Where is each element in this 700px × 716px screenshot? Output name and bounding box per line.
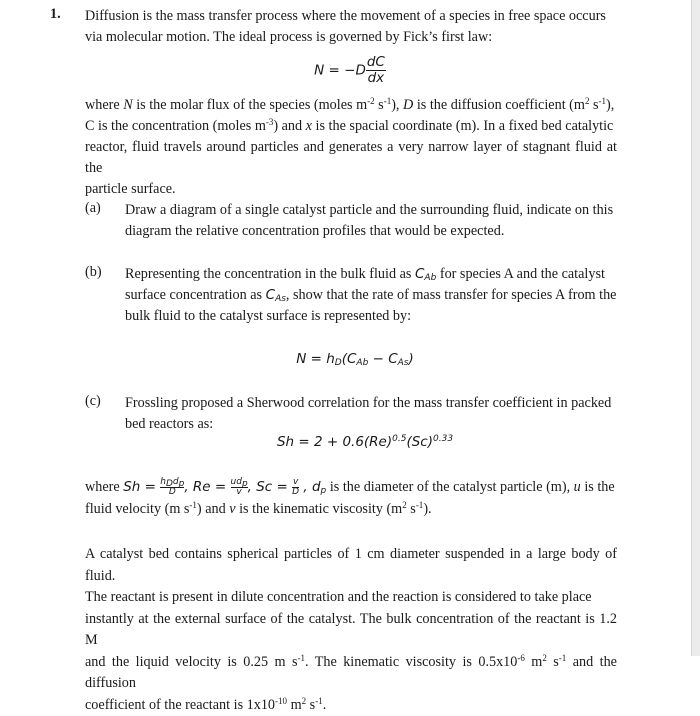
def-x: x [306,118,312,134]
def-text: is the spacial coordinate (m). In a fixed bed catalytic [316,118,614,134]
text-span: m [525,654,542,670]
comma: , [303,479,307,495]
part-b-text-span: , show that the rate of mass transfer for species A from the [286,287,617,303]
frac-sub: D [166,479,173,489]
sup: -1 [189,500,197,510]
text-span: s [407,501,416,517]
def-text: ), [606,97,614,113]
def-N: N [123,97,132,113]
v-symbol: v [229,501,235,517]
text-span: m [287,697,302,713]
scenario-line-4 [85,652,617,695]
part-c-line-1: Frossling proposed a Sherwood correlation for the mass transfer coefficient in packed [125,393,617,414]
eq-part: (C [342,351,357,367]
def-text: s [375,97,384,113]
dimensionless-line-2 [85,498,617,520]
intro-line-2: via molecular motion. The ideal process is governed by Fick’s first law: [85,27,617,48]
re-fraction [231,478,248,497]
part-b-label: (b) [85,264,102,281]
fick-law-equation [300,55,400,86]
fick-lhs: N = −D [314,63,366,79]
def-text: ), [391,97,399,113]
text-span: s [306,697,315,713]
scenario-line-2: The reactant is present in dilute concentration and the reaction is considered to take place [85,587,617,609]
part-a-label: (a) [85,200,101,217]
text-span: is the [584,479,614,495]
def-text: s [589,97,598,113]
frac-sub: p [242,479,248,489]
re-denominator: v [231,488,248,497]
part-a-text [125,200,617,242]
c-symbol: C [415,266,424,282]
mass-transfer-equation [270,351,440,367]
sh-definition [123,479,326,495]
fick-fraction [366,55,386,86]
sh-lhs: Sh = [123,479,156,495]
part-b-text-span: for species A and the catalyst [440,266,605,282]
def-sup: -1 [384,96,392,106]
intro-paragraph [85,6,617,48]
sh-fraction [160,478,184,497]
frac-sub: p [179,479,185,489]
dimensionless-definitions [85,476,617,520]
text-span: fluid velocity (m s [85,501,189,517]
sc-denominator: D [292,488,299,497]
part-b-line-2 [125,285,617,306]
dp-description: is the diameter of the catalyst particle (m), [330,479,570,495]
scenario-line-5 [85,695,617,716]
text-span: is the kinematic viscosity (m [239,501,402,517]
definitions-line-1 [85,95,617,116]
sup: 2 [302,696,307,706]
sup: -1 [315,696,323,706]
sh-denominator: D [160,488,184,497]
eq-sub: As [398,358,409,368]
c-ab-subscript: Ab [424,273,436,283]
def-text: C is the concentration (moles m [85,118,266,134]
text-span: coefficient of the reactant is 1x10 [85,697,275,713]
sup: 2 [402,500,407,510]
part-a-line-1: Draw a diagram of a single catalyst particle and the surrounding fluid, indicate on this [125,200,617,221]
eq-part: − C [368,351,397,367]
part-b-line-3: bulk fluid to the catalyst surface is represented by: [125,306,617,327]
part-b-text-span: surface concentration as [125,287,262,303]
intro-line-1: Diffusion is the mass transfer process where the movement of a species in free space occurs [85,6,617,27]
sc-numerator: v [292,478,299,488]
sup: -10 [275,696,287,706]
definitions-line-4: particle surface. [85,179,617,200]
sup: -1 [559,653,567,663]
definitions-paragraph [85,95,617,200]
scenario-line-1: A catalyst bed contains spherical particles of 1 cm diameter suspended in a large body of fluid. [85,544,617,587]
part-c-line-2: bed reactors as: [125,414,617,435]
eq-part: Sh = 2 + 0.6(Re) [277,434,392,450]
c-ab-symbol [415,266,436,282]
frac-part: ud [231,477,242,487]
part-c-text [125,393,617,435]
scenario-line-3: instantly at the external surface of the catalyst. The bulk concentration of the reactant is 1.2 M [85,609,617,652]
def-sup: 2 [585,96,590,106]
sup: 2 [542,653,547,663]
part-c-label: (c) [85,393,101,410]
sup: -1 [416,500,424,510]
part-a-line-2: diagram the relative concentration profiles that would be expected. [125,221,617,242]
scenario-paragraph [85,544,617,716]
eq-part: ) [408,351,413,367]
part-b-line-1 [125,264,617,285]
definitions-line-2 [85,116,617,137]
dp-subscript: p [321,486,327,496]
c-as-symbol [266,287,286,303]
eq-part: (Sc) [406,434,433,450]
dp-symbol: d [312,479,321,495]
fick-denominator: dx [366,71,386,86]
c-as-subscript: As [275,294,286,304]
def-text: is the molar flux of the species (moles m [136,97,367,113]
text-span: . The kinematic viscosity is 0.5x10 [305,654,517,670]
eq-sub: D [335,358,342,368]
text-span: and the diffusion [85,654,617,692]
sh-numerator [160,478,184,488]
u-symbol: u [574,479,581,495]
text-span: . [323,697,327,713]
sup: -1 [298,653,306,663]
sherwood-equation [260,434,470,450]
frac-part: h [160,477,166,487]
text-span: ) and [197,501,226,517]
where-word: where [85,479,120,495]
part-b-text-span: Representing the concentration in the bulk fluid as [125,266,411,282]
vertical-scrollbar[interactable] [691,0,700,656]
question-number: 1. [50,6,61,23]
sc-fraction [292,478,299,497]
def-D: D [403,97,413,113]
eq-part: N = h [296,351,335,367]
text-span: and the liquid velocity is 0.25 m s [85,654,298,670]
definitions-line-3: reactor, fluid travels around particles and generates a very narrow layer of stagnant fluid at the [85,137,617,179]
def-sup: -3 [266,117,274,127]
def-sup: -2 [367,96,375,106]
sc-lhs: , Sc = [248,479,288,495]
sup: -6 [517,653,525,663]
re-lhs: , Re = [184,479,226,495]
re-numerator [231,478,248,488]
text-span: ). [423,501,431,517]
fick-numerator: dC [366,55,386,71]
dimensionless-line-1 [85,476,617,498]
def-where: where [85,97,120,113]
text-span: s [547,654,559,670]
def-text: is the diffusion coefficient (m [417,97,585,113]
c-symbol: C [266,287,275,303]
def-sup: -1 [599,96,607,106]
eq-sup: 0.33 [433,434,453,444]
frac-part: d [173,477,179,487]
def-text: ) and [273,118,302,134]
eq-sub: Ab [356,358,368,368]
part-b-text [125,264,617,327]
eq-sup: 0.5 [392,434,406,444]
